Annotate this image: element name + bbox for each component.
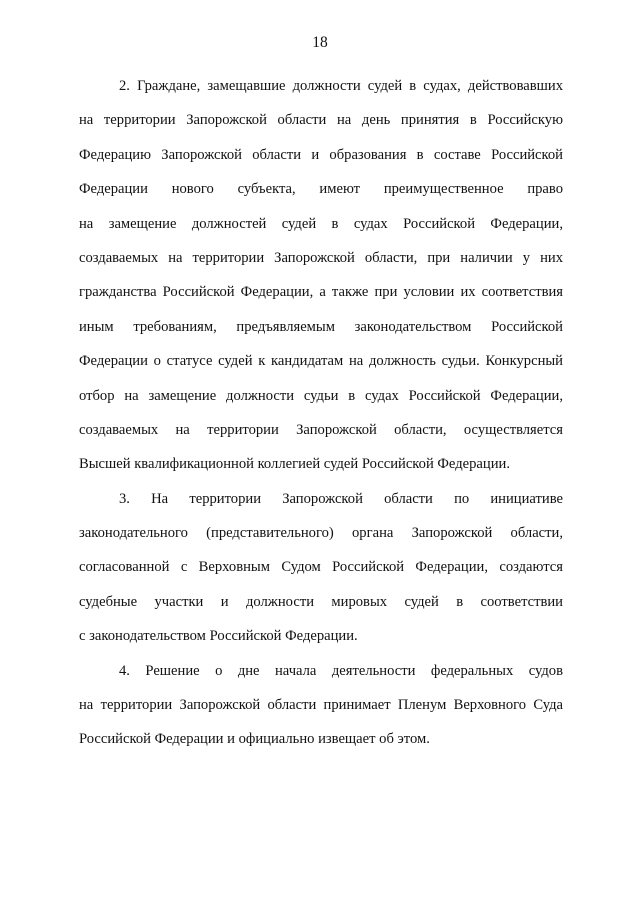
- paragraph-line: с законодательством Российской Федерации.: [79, 628, 358, 645]
- paragraph-line: на территории Запорожской области на день принятия в Российскую: [79, 112, 563, 129]
- paragraph-line: создаваемых на территории Запорожской области, при наличии у них: [79, 249, 563, 266]
- paragraph-3: [79, 482, 563, 654]
- paragraph-line: судебные участки и должности мировых судей в соответствии: [79, 593, 563, 610]
- page-number: 18: [312, 34, 328, 51]
- paragraph-line: Федерации нового субъекта, имеют преимущественное право: [79, 181, 563, 198]
- paragraph-4: [79, 654, 563, 757]
- paragraph-line: гражданства Российской Федерации, а также при условии их соответствия: [79, 284, 563, 301]
- paragraph-line: на территории Запорожской области принимает Пленум Верховного Суда: [79, 697, 563, 714]
- paragraph-line: законодательного (представительного) органа Запорожской области,: [79, 525, 563, 542]
- document-body: [79, 69, 563, 757]
- paragraph-line: отбор на замещение должности судьи в судах Российской Федерации,: [79, 387, 563, 404]
- paragraph-line: Высшей квалификационной коллегией судей Российской Федерации.: [79, 456, 510, 473]
- paragraph-line: Федерации о статусе судей к кандидатам на должность судьи. Конкурсный: [79, 353, 563, 370]
- paragraph-line: создаваемых на территории Запорожской области, осуществляется: [79, 421, 563, 438]
- paragraph-line: на замещение должностей судей в судах Российской Федерации,: [79, 215, 563, 232]
- paragraph-line: 4. Решение о дне начала деятельности федеральных судов: [119, 662, 563, 679]
- paragraph-line: 2. Граждане, замещавшие должности судей в судах, действовавших: [119, 78, 563, 94]
- paragraph-line: согласованной с Верховным Судом Российской Федерации, создаются: [79, 559, 563, 576]
- paragraph-2: [79, 69, 563, 482]
- paragraph-line: Федерацию Запорожской области и образования в составе Российской: [79, 146, 563, 163]
- paragraph-line: 3. На территории Запорожской области по инициативе: [119, 490, 563, 507]
- paragraph-line: Российской Федерации и официально извещает об этом.: [79, 731, 430, 748]
- paragraph-line: иным требованиям, предъявляемым законодательством Российской: [79, 318, 563, 335]
